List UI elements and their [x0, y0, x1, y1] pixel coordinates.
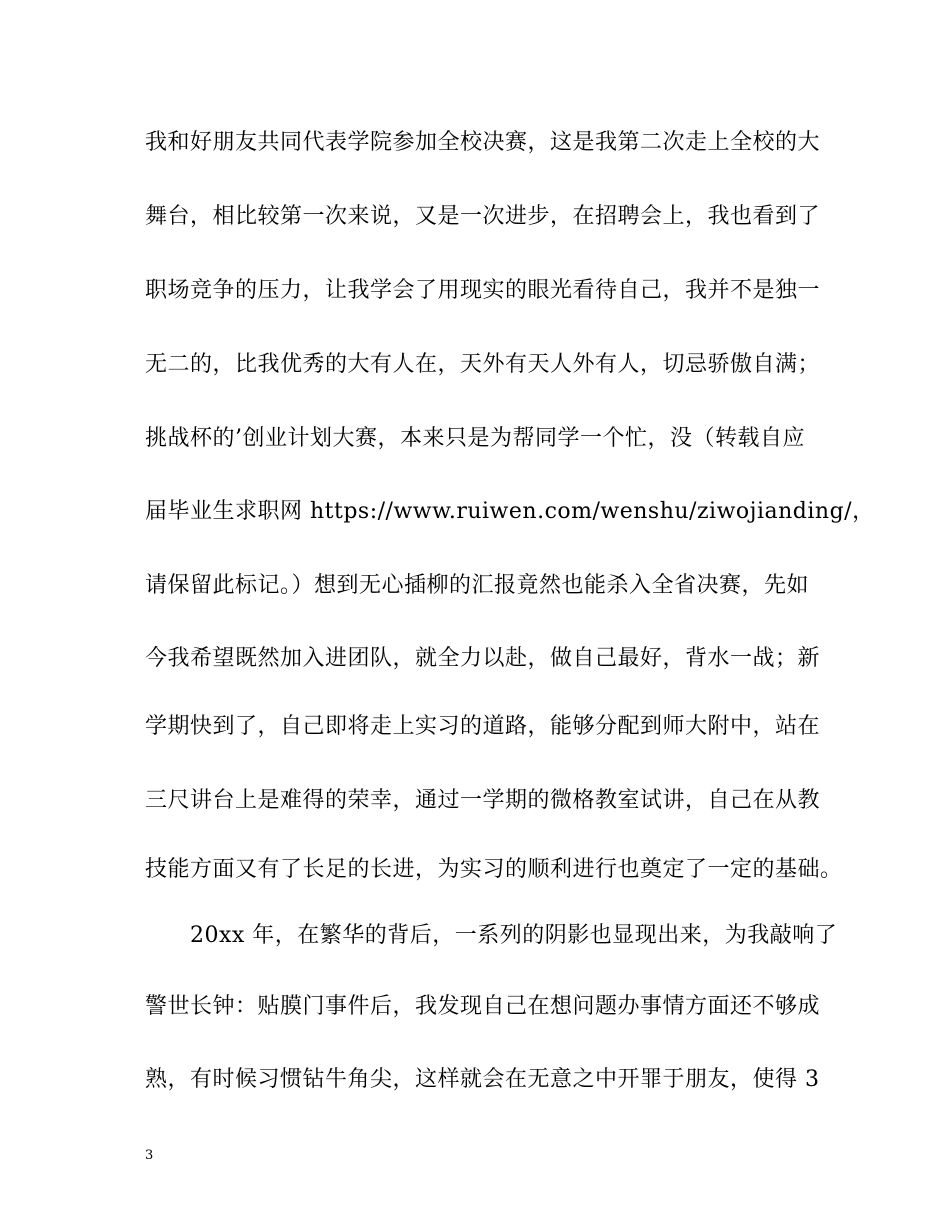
body-text-line: 挑战杯的’创业计划大赛，本来只是为帮同学一个忙，没（转载自应 [145, 426, 805, 451]
body-text-line: 我和好朋友共同代表学院参加全校决赛，这是我第二次走上全校的大 [145, 130, 821, 155]
body-text-line: 职场竞争的压力，让我学会了用现实的眼光看待自己，我并不是独一 [145, 278, 821, 303]
body-text-line: 无二的，比我优秀的大有人在，天外有天人外有人，切忌骄傲自满； [145, 352, 821, 377]
body-text-line: 今我希望既然加入进团队，就全力以赴，做自己最好，背水一战；新 [145, 646, 821, 671]
body-text-line: 学期快到了，自己即将走上实习的道路，能够分配到师大附中，站在 [145, 714, 821, 739]
body-text-line: 三尺讲台上是难得的荣幸，通过一学期的微格教室试讲，自己在从教 [145, 788, 821, 813]
body-text-line-with-url: 届毕业生求职网 https://www.ruiwen.com/wenshu/ziwojianding/， [145, 499, 875, 524]
body-text-line: 技能方面又有了长足的长进，为实习的顺利进行也奠定了一定的基础。 [145, 857, 843, 882]
body-text-line: 舞台，相比较第一次来说，又是一次进步，在招聘会上，我也看到了 [145, 204, 821, 229]
paragraph-start-line: 20xx 年，在繁华的背后，一系列的阴影也显现出来，为我敲响了 [145, 923, 838, 948]
page-number: 3 [145, 1148, 154, 1163]
body-text-line: 请保留此标记。）想到无心插柳的汇报竟然也能杀入全省决赛，先如 [145, 573, 810, 598]
body-text-line: 警世长钟：贴膜门事件后，我发现自己在想问题办事情方面还不够成 [145, 994, 821, 1019]
body-text-line: 熟，有时候习惯钻牛角尖，这样就会在无意之中开罪于朋友，使得 3 [145, 1067, 820, 1092]
